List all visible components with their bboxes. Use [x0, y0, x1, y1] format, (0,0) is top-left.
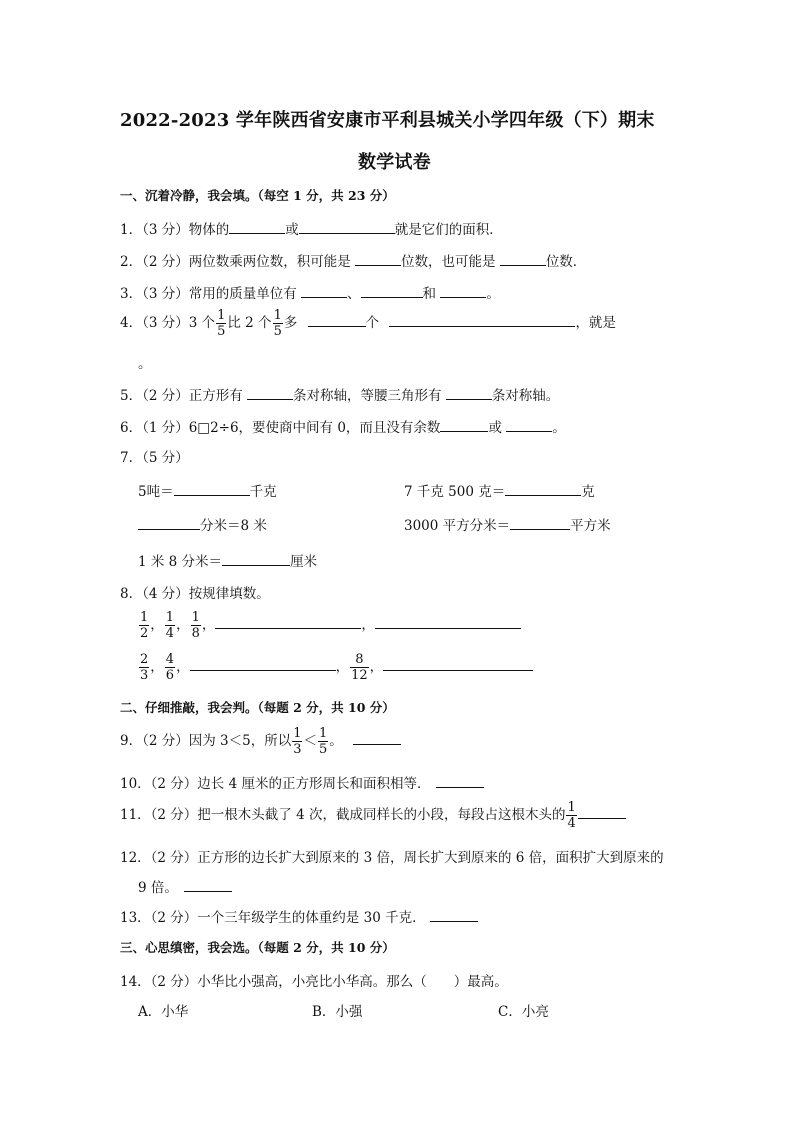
- question-14: 14．（2 分）小华比小强高，小亮比小华高。那么（ ）最高。: [120, 974, 508, 990]
- question-5: 5．（2 分）正方形有 条对称轴，等腰三角形有 条对称轴。: [120, 384, 559, 404]
- answer-blank[interactable]: [436, 773, 484, 788]
- fraction: $\frac{1}{8}$: [191, 610, 200, 641]
- answer-blank[interactable]: [440, 417, 488, 432]
- section-heading-3: 三、心思缜密，我会选。（每题 2 分，共 10 分）: [120, 940, 395, 955]
- conversion-2: 7 千克 500 克＝ 克: [404, 480, 595, 500]
- answer-blank[interactable]: [301, 283, 347, 298]
- answer-blank[interactable]: [138, 515, 200, 530]
- fraction: $\frac{4}{6}$: [165, 652, 175, 683]
- conversion-3: 分米＝8 米: [138, 514, 267, 534]
- question-7: 7．（5 分）: [120, 450, 189, 466]
- answer-blank[interactable]: [361, 283, 423, 298]
- question-11: 11．（2 分）把一根木头截了 4 次，截成同样长的小段，每段占这根木头的 $\frac{1}{4}$: [120, 800, 626, 831]
- answer-blank[interactable]: [174, 481, 250, 496]
- option-a[interactable]: A．小华: [138, 1004, 189, 1020]
- question-9: 9．（2 分）因为 3＜5，所以 $\frac{1}{3}$ ＜ $\frac{1}{5}$ 。: [120, 726, 401, 757]
- fraction: $\frac{2}{3}$: [140, 652, 149, 683]
- question-12-continuation: 9 倍。: [138, 876, 232, 896]
- option-c[interactable]: C．小亮: [498, 1004, 549, 1020]
- fraction: $\frac{8}{12}$: [351, 652, 368, 683]
- fraction: $\frac{1}{5}$: [217, 308, 226, 339]
- answer-blank[interactable]: [215, 614, 361, 629]
- answer-blank[interactable]: [247, 385, 293, 400]
- answer-blank[interactable]: [430, 907, 478, 922]
- question-1: 1．（3 分）物体的 或 就是它们的面积．: [120, 218, 503, 238]
- answer-blank[interactable]: [578, 804, 626, 819]
- sequence-row-1: $\frac{1}{2}$ ， $\frac{1}{4}$ ， $\frac{1}{8}$ ， ，: [138, 610, 521, 641]
- answer-blank[interactable]: [355, 251, 401, 266]
- answer-blank[interactable]: [500, 251, 546, 266]
- question-8: 8．（4 分）按规律填数。: [120, 586, 270, 602]
- section-heading-2: 二、仔细推敲，我会判。（每题 2 分，共 10 分）: [120, 700, 395, 715]
- fraction: $\frac{1}{2}$: [140, 610, 149, 641]
- answer-blank[interactable]: [308, 312, 366, 327]
- answer-blank[interactable]: [389, 312, 575, 327]
- question-3: 3．（3 分）常用的质量单位有 、 和 。: [120, 282, 500, 302]
- question-2: 2．（2 分）两位数乘两位数，积可能是 位数，也可能是 位数．: [120, 250, 586, 270]
- option-b[interactable]: B．小强: [312, 1004, 363, 1020]
- answer-blank[interactable]: [440, 283, 486, 298]
- question-6: 6．（1 分）6□2÷6，要使商中间有 0，而且没有余数 或 。: [120, 416, 566, 436]
- question-10: 10．（2 分）边长 4 厘米的正方形周长和面积相等．: [120, 772, 484, 792]
- conversion-1: 5吨＝ 千克: [138, 480, 277, 500]
- conversion-5: 1 米 8 分米＝ 厘米: [138, 550, 317, 570]
- answer-blank[interactable]: [229, 219, 285, 234]
- question-13: 13．（2 分）一个三年级学生的体重约是 30 千克．: [120, 906, 478, 926]
- fraction: $\frac{1}{5}$: [273, 308, 282, 339]
- fraction: $\frac{1}{4}$: [165, 610, 175, 641]
- fraction: $\frac{1}{5}$: [318, 726, 328, 757]
- question-4: 4．（3 分）3 个 $\frac{1}{5}$ 比 2 个 $\frac{1}{5}$ 多 个 ，就是: [120, 308, 616, 339]
- answer-blank[interactable]: [505, 481, 581, 496]
- answer-blank[interactable]: [222, 551, 290, 566]
- answer-blank[interactable]: [184, 877, 232, 892]
- conversion-4: 3000 平方分米＝ 平方米: [404, 514, 611, 534]
- section-heading-1: 一、沉着冷静，我会填。（每空 1 分，共 23 分）: [120, 188, 395, 203]
- answer-blank[interactable]: [506, 417, 552, 432]
- question-4-continuation: 。: [138, 356, 152, 372]
- answer-blank[interactable]: [510, 515, 570, 530]
- answer-blank[interactable]: [383, 656, 533, 671]
- question-12: 12．（2 分）正方形的边长扩大到原来的 3 倍，周长扩大到原来的 6 倍，面积扩大到原来的: [120, 850, 664, 866]
- sequence-row-2: $\frac{2}{3}$ ， $\frac{4}{6}$ ， ， $\frac{8}{12}$ ，: [138, 652, 533, 683]
- page-title: 2022-2023 学年陕西省安康市平利县城关小学四年级（下）期末: [120, 110, 655, 131]
- fraction: $\frac{1}{3}$: [293, 726, 302, 757]
- page-subtitle: 数学试卷: [358, 152, 431, 173]
- answer-blank[interactable]: [446, 385, 492, 400]
- answer-blank[interactable]: [353, 730, 401, 745]
- fraction: $\frac{1}{4}$: [567, 800, 576, 831]
- answer-blank[interactable]: [299, 219, 395, 234]
- answer-blank[interactable]: [190, 656, 336, 671]
- answer-blank[interactable]: [375, 614, 521, 629]
